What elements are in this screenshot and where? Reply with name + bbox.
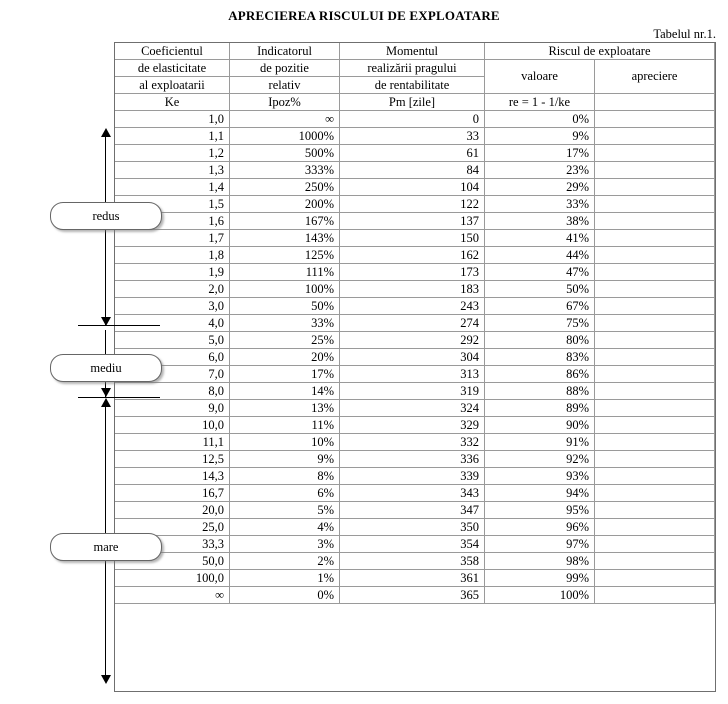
table-cell: 9% [230, 451, 340, 468]
table-row [115, 417, 715, 434]
table-cell: 1,9 [115, 264, 230, 281]
header-symbol-ipoz: Ipoz% [230, 94, 340, 111]
table-cell [595, 451, 715, 468]
table-cell: 0% [230, 587, 340, 604]
annotation-label-mare: mare [50, 533, 162, 561]
table-cell: 500% [230, 145, 340, 162]
table-cell [595, 247, 715, 264]
table-cell: 313 [340, 366, 485, 383]
table-cell: 1,7 [115, 230, 230, 247]
table-row [115, 434, 715, 451]
table-row [115, 298, 715, 315]
table-cell: 47% [485, 264, 595, 281]
table-cell: ∞ [230, 111, 340, 128]
table-cell: 304 [340, 349, 485, 366]
table-cell: 1,5 [115, 196, 230, 213]
table-cell: 16,7 [115, 485, 230, 502]
table-cell [595, 196, 715, 213]
table-row [115, 587, 715, 604]
table-cell: 332 [340, 434, 485, 451]
table-row [115, 179, 715, 196]
table-cell: 336 [340, 451, 485, 468]
table-cell: 98% [485, 553, 595, 570]
header-ke-line1: Coeficientul [115, 43, 230, 60]
table-cell [595, 417, 715, 434]
table-cell: 10,0 [115, 417, 230, 434]
table-cell [595, 434, 715, 451]
table-cell: 1,3 [115, 162, 230, 179]
table-cell [595, 587, 715, 604]
table-cell [595, 111, 715, 128]
table-cell: 5% [230, 502, 340, 519]
table-row [115, 366, 715, 383]
table-cell: 243 [340, 298, 485, 315]
annotation-axis-redus [105, 136, 106, 326]
header-ipoz-line1: Indicatorul [230, 43, 340, 60]
table-cell: 88% [485, 383, 595, 400]
table-cell: 50% [230, 298, 340, 315]
arrow-down-mare-icon [101, 675, 111, 684]
table-cell: 17% [230, 366, 340, 383]
table-row [115, 213, 715, 230]
table-cell: 33,3 [115, 536, 230, 553]
table-row [115, 281, 715, 298]
table-cell: 4,0 [115, 315, 230, 332]
table-cell [595, 400, 715, 417]
table-row [115, 383, 715, 400]
table-cell: 90% [485, 417, 595, 434]
table-cell: 86% [485, 366, 595, 383]
table-cell [595, 519, 715, 536]
header-risk-appraisal: apreciere [595, 60, 715, 94]
table-cell: 1,2 [115, 145, 230, 162]
annotation-label-redus: redus [50, 202, 162, 230]
table-cell [595, 162, 715, 179]
table-row [115, 111, 715, 128]
table-cell: 183 [340, 281, 485, 298]
table-cell [595, 298, 715, 315]
header-risk-group: Riscul de exploatare [485, 43, 715, 60]
table-cell: 1,4 [115, 179, 230, 196]
table-cell: 250% [230, 179, 340, 196]
table-cell: 11% [230, 417, 340, 434]
table-header-symbols-row [115, 94, 715, 111]
table-cell [595, 230, 715, 247]
table-cell: 92% [485, 451, 595, 468]
table-cell: 61 [340, 145, 485, 162]
table-cell [595, 264, 715, 281]
table-cell: 12,5 [115, 451, 230, 468]
table-cell: 93% [485, 468, 595, 485]
table-body [115, 111, 715, 604]
tick-redus-bottom [78, 325, 160, 326]
table-cell: 91% [485, 434, 595, 451]
table-cell: 50,0 [115, 553, 230, 570]
table-cell: 2,0 [115, 281, 230, 298]
arrow-down-mediu-icon [101, 388, 111, 397]
table-cell: 8% [230, 468, 340, 485]
header-ke-line2: de elasticitate [115, 60, 230, 77]
table-cell: 67% [485, 298, 595, 315]
table-cell: 96% [485, 519, 595, 536]
table-cell: 9% [485, 128, 595, 145]
table-cell: 3% [230, 536, 340, 553]
table-cell: 14% [230, 383, 340, 400]
table-cell [595, 366, 715, 383]
table-row [115, 196, 715, 213]
header-pm-line2: realizării pragului [340, 60, 485, 77]
table-cell: 150 [340, 230, 485, 247]
table-cell: 97% [485, 536, 595, 553]
table-cell: 319 [340, 383, 485, 400]
table-cell: 1,1 [115, 128, 230, 145]
table-cell: 0% [485, 111, 595, 128]
table-row [115, 230, 715, 247]
table-cell: 1000% [230, 128, 340, 145]
header-pm-line3: de rentabilitate [340, 77, 485, 94]
table-cell: 354 [340, 536, 485, 553]
table-cell: 10% [230, 434, 340, 451]
table-cell [595, 536, 715, 553]
table-cell [595, 213, 715, 230]
table-cell: 1,8 [115, 247, 230, 264]
header-pm-line1: Momentul [340, 43, 485, 60]
table-cell [595, 349, 715, 366]
table-cell: 8,0 [115, 383, 230, 400]
table-cell: 4% [230, 519, 340, 536]
table-cell: 75% [485, 315, 595, 332]
table-cell: 13% [230, 400, 340, 417]
table-row [115, 400, 715, 417]
table-cell: 44% [485, 247, 595, 264]
arrow-up-redus-icon [101, 128, 111, 137]
table-cell: 365 [340, 587, 485, 604]
table-cell: 358 [340, 553, 485, 570]
table-cell [595, 485, 715, 502]
table-row [115, 128, 715, 145]
table-cell: 162 [340, 247, 485, 264]
table-header-row [115, 60, 715, 77]
table-cell: 50% [485, 281, 595, 298]
table-cell: 95% [485, 502, 595, 519]
table-cell [595, 570, 715, 587]
risk-table [114, 42, 715, 604]
header-ipoz-line2: de pozitie [230, 60, 340, 77]
table-cell [595, 468, 715, 485]
header-ke-line3: al exploatarii [115, 77, 230, 94]
table-cell: 100% [485, 587, 595, 604]
table-cell: 11,1 [115, 434, 230, 451]
table-cell: 33 [340, 128, 485, 145]
table-cell: 339 [340, 468, 485, 485]
table-cell: 137 [340, 213, 485, 230]
table-cell: 3,0 [115, 298, 230, 315]
table-cell: 20,0 [115, 502, 230, 519]
table-row [115, 519, 715, 536]
table-cell: 292 [340, 332, 485, 349]
table-cell: 173 [340, 264, 485, 281]
table-row [115, 502, 715, 519]
header-symbol-ke: Ke [115, 94, 230, 111]
table-cell: 343 [340, 485, 485, 502]
table-cell: 33% [230, 315, 340, 332]
table-cell [595, 502, 715, 519]
table-cell [595, 332, 715, 349]
table-row [115, 162, 715, 179]
annotation-label-mediu: mediu [50, 354, 162, 382]
table-cell: 1,6 [115, 213, 230, 230]
table-cell: 122 [340, 196, 485, 213]
table-cell: 1% [230, 570, 340, 587]
table-cell: 100% [230, 281, 340, 298]
table-row [115, 553, 715, 570]
table-cell: 38% [485, 213, 595, 230]
table-cell: 20% [230, 349, 340, 366]
table-cell: 200% [230, 196, 340, 213]
table-caption: Tabelul nr.1. [653, 27, 716, 41]
table-cell: 100,0 [115, 570, 230, 587]
table-cell [595, 179, 715, 196]
header-symbol-re: re = 1 - 1/ke [485, 94, 595, 111]
table-cell [595, 145, 715, 162]
table-header [115, 43, 715, 111]
table-cell: 6,0 [115, 349, 230, 366]
table-row [115, 485, 715, 502]
header-symbol-pm: Pm [zile] [340, 94, 485, 111]
table-row [115, 264, 715, 281]
table-cell [595, 281, 715, 298]
table-cell: 25% [230, 332, 340, 349]
table-cell: 25,0 [115, 519, 230, 536]
table-cell: 1,0 [115, 111, 230, 128]
table-row [115, 332, 715, 349]
table-cell [595, 553, 715, 570]
table-cell: 33% [485, 196, 595, 213]
table-cell: 274 [340, 315, 485, 332]
table-row [115, 349, 715, 366]
table-row [115, 247, 715, 264]
table-cell: 41% [485, 230, 595, 247]
header-ipoz-line3: relativ [230, 77, 340, 94]
table-cell: 17% [485, 145, 595, 162]
table-cell: 89% [485, 400, 595, 417]
table-cell: 84 [340, 162, 485, 179]
arrow-up-mare-icon [101, 398, 111, 407]
table-cell [595, 128, 715, 145]
table-cell: 104 [340, 179, 485, 196]
page-title: APRECIEREA RISCULUI DE EXPLOATARE [228, 8, 500, 23]
header-risk-value: valoare [485, 60, 595, 94]
table-cell: 83% [485, 349, 595, 366]
tick-mediu-bottom [78, 397, 160, 398]
table-row [115, 536, 715, 553]
table-cell: 5,0 [115, 332, 230, 349]
table-cell: 143% [230, 230, 340, 247]
table-cell: 7,0 [115, 366, 230, 383]
table-row [115, 451, 715, 468]
table-cell: 2% [230, 553, 340, 570]
table-cell: ∞ [115, 587, 230, 604]
table-cell: 324 [340, 400, 485, 417]
table-row [115, 468, 715, 485]
table-cell: 167% [230, 213, 340, 230]
table-row [115, 315, 715, 332]
table-cell: 14,3 [115, 468, 230, 485]
table-cell: 94% [485, 485, 595, 502]
table-cell [595, 383, 715, 400]
table-cell: 29% [485, 179, 595, 196]
table-cell: 23% [485, 162, 595, 179]
table-row [115, 570, 715, 587]
header-symbol-apr [595, 94, 715, 111]
table-cell: 0 [340, 111, 485, 128]
table-cell: 125% [230, 247, 340, 264]
table-cell: 333% [230, 162, 340, 179]
table-cell: 347 [340, 502, 485, 519]
table-cell: 99% [485, 570, 595, 587]
table-cell: 111% [230, 264, 340, 281]
table-cell: 9,0 [115, 400, 230, 417]
table-cell [595, 315, 715, 332]
table-cell: 6% [230, 485, 340, 502]
table-cell: 80% [485, 332, 595, 349]
table-cell: 361 [340, 570, 485, 587]
table-cell: 329 [340, 417, 485, 434]
table-header-row [115, 43, 715, 60]
table-row [115, 145, 715, 162]
table-cell: 350 [340, 519, 485, 536]
